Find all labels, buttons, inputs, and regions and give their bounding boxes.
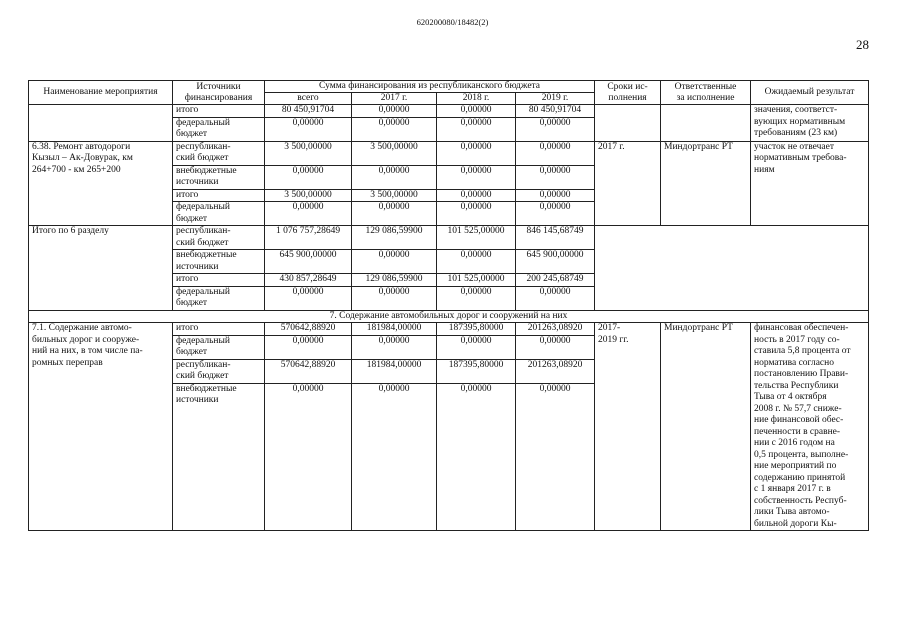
value-2019: 645 900,00000	[516, 250, 595, 274]
value-2019: 0,00000	[516, 286, 595, 310]
value-total: 0,00000	[265, 165, 352, 189]
blank-merged-cell	[595, 226, 869, 311]
value-2017: 181984,00000	[352, 323, 437, 336]
header-funding: Сумма финансирования из республиканского бюджета	[265, 81, 595, 93]
value-2019: 0,00000	[516, 383, 595, 530]
value-total: 0,00000	[265, 383, 352, 530]
source-cell: итого	[173, 274, 265, 287]
measure-name: 6.38. Ремонт автодороги Кызыл – Ак-Довурак, км 264+700 - км 265+200	[29, 141, 173, 226]
value-2019: 0,00000	[516, 202, 595, 226]
value-2019: 0,00000	[516, 117, 595, 141]
source-cell: итого	[173, 105, 265, 118]
value-total: 0,00000	[265, 286, 352, 310]
header-total: всего	[265, 93, 352, 105]
value-total: 1 076 757,28649	[265, 226, 352, 250]
value-2017: 0,00000	[352, 250, 437, 274]
value-2017: 0,00000	[352, 165, 437, 189]
value-2019: 0,00000	[516, 165, 595, 189]
table-row	[29, 226, 869, 250]
value-2018: 0,00000	[437, 383, 516, 530]
document-id: 620200080/18482(2)	[416, 17, 489, 27]
execution-term: 2017 г.	[595, 141, 661, 226]
source-cell: федеральный бюджет	[173, 335, 265, 359]
value-2017: 0,00000	[352, 286, 437, 310]
value-2018: 187395,80000	[437, 359, 516, 383]
value-2018: 187395,80000	[437, 323, 516, 336]
value-2017: 3 500,00000	[352, 141, 437, 165]
header-name: Наименование мероприятия	[29, 81, 173, 105]
value-total: 3 500,00000	[265, 141, 352, 165]
source-cell: республикан- ский бюджет	[173, 359, 265, 383]
header-2018: 2018 г.	[437, 93, 516, 105]
table-row	[29, 323, 869, 336]
value-total: 0,00000	[265, 202, 352, 226]
source-cell: внебюджетные источники	[173, 165, 265, 189]
funding-table	[28, 80, 869, 531]
responsible: Миндортранс РТ	[661, 141, 751, 226]
section-7-title: 7. Содержание автомобильных дорог и сооружений на них	[29, 310, 869, 323]
value-2018: 0,00000	[437, 250, 516, 274]
value-2019: 201263,08920	[516, 359, 595, 383]
table-row	[29, 141, 869, 165]
value-2017: 0,00000	[352, 117, 437, 141]
value-2017: 3 500,00000	[352, 189, 437, 202]
source-cell: внебюджетные источники	[173, 383, 265, 530]
expected-result: участок не отвечает нормативным требова- ниям	[751, 141, 869, 226]
source-cell: республикан- ский бюджет	[173, 141, 265, 165]
value-total: 570642,88920	[265, 359, 352, 383]
value-2019: 200 245,68749	[516, 274, 595, 287]
value-2019: 846 145,68749	[516, 226, 595, 250]
row-name-empty	[29, 105, 173, 142]
header-responsible: Ответственные за исполнение	[661, 81, 751, 105]
section-row	[29, 310, 869, 323]
value-2018: 0,00000	[437, 117, 516, 141]
value-2017: 0,00000	[352, 202, 437, 226]
source-cell: федеральный бюджет	[173, 117, 265, 141]
value-2017: 0,00000	[352, 335, 437, 359]
value-total: 3 500,00000	[265, 189, 352, 202]
source-cell: внебюджетные источники	[173, 250, 265, 274]
source-cell: федеральный бюджет	[173, 286, 265, 310]
value-2018: 0,00000	[437, 165, 516, 189]
value-2018: 0,00000	[437, 141, 516, 165]
value-2019: 80 450,91704	[516, 105, 595, 118]
value-2018: 101 525,00000	[437, 274, 516, 287]
value-2017: 0,00000	[352, 105, 437, 118]
section-total-name: Итого по 6 разделу	[29, 226, 173, 311]
header-terms: Сроки ис- полнения	[595, 81, 661, 105]
responsible: Миндортранс РТ	[661, 323, 751, 531]
source-cell: республикан- ский бюджет	[173, 226, 265, 250]
value-total: 430 857,28649	[265, 274, 352, 287]
value-2018: 0,00000	[437, 105, 516, 118]
value-total: 0,00000	[265, 335, 352, 359]
responsible-empty	[661, 105, 751, 142]
value-2017: 129 086,59900	[352, 274, 437, 287]
value-2019: 0,00000	[516, 189, 595, 202]
value-2019: 201263,08920	[516, 323, 595, 336]
header-sources: Источники финансирования	[173, 81, 265, 105]
value-2019: 0,00000	[516, 141, 595, 165]
value-2018: 0,00000	[437, 286, 516, 310]
header-2017: 2017 г.	[352, 93, 437, 105]
header-2019: 2019 г.	[516, 93, 595, 105]
source-cell: федеральный бюджет	[173, 202, 265, 226]
value-total: 80 450,91704	[265, 105, 352, 118]
source-cell: итого	[173, 189, 265, 202]
terms-empty	[595, 105, 661, 142]
value-2018: 0,00000	[437, 335, 516, 359]
value-total: 0,00000	[265, 117, 352, 141]
expected-result: значения, соответст- вующих нормативным требованиям (23 км)	[751, 105, 869, 142]
value-2018: 0,00000	[437, 202, 516, 226]
execution-term: 2017- 2019 гг.	[595, 323, 661, 531]
value-2017: 129 086,59900	[352, 226, 437, 250]
header-result: Ожидаемый результат	[751, 81, 869, 105]
value-2018: 101 525,00000	[437, 226, 516, 250]
value-2019: 0,00000	[516, 335, 595, 359]
value-2018: 0,00000	[437, 189, 516, 202]
source-cell: итого	[173, 323, 265, 336]
value-total: 570642,88920	[265, 323, 352, 336]
expected-result: финансовая обеспечен- ность в 2017 году со- ставила 5,8 процента от норматива согласно постановлению Прави- тельства Республики Тыва от 4 октября 2008 г. № 57,7 сниже- ние финансовой обес- печенности в сравне- нии с 2016 годом на 0,5 процента, выполне- ние мероприятий по содержанию принятой с 1 января 2017 г. в собственность Респуб- лики Тыва автомо- бильной дороги Кы-	[751, 323, 869, 531]
value-total: 645 900,00000	[265, 250, 352, 274]
page-number: 28	[856, 37, 869, 52]
measure-name: 7.1. Содержание автомо- бильных дорог и сооруже- ний на них, в том числе па- ромных переправ	[29, 323, 173, 531]
value-2017: 0,00000	[352, 383, 437, 530]
value-2017: 181984,00000	[352, 359, 437, 383]
table-row	[29, 105, 869, 118]
